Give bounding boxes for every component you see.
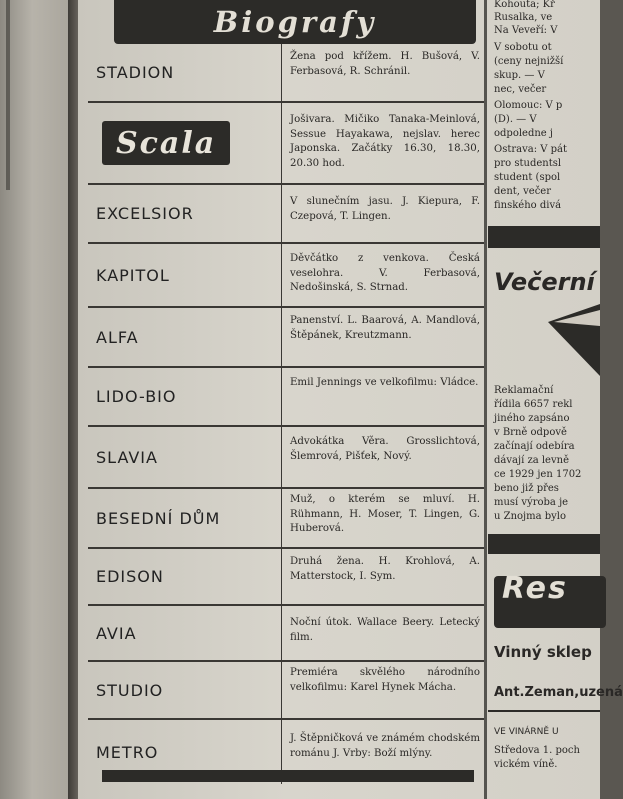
column-text-line: VE VINÁRNĚ U: [494, 727, 559, 737]
column-text-line: vickém víně.: [494, 759, 558, 770]
cinema-name: STADION: [88, 44, 282, 101]
film-description: Premiéra skvělého národního velkofilmu: Karel Hynek Mácha.: [290, 667, 480, 693]
listing-row: [88, 427, 484, 489]
column-divider-line: [488, 710, 600, 712]
column-divider-bar: [488, 534, 600, 554]
column-text-line: dávají za levně: [494, 455, 569, 466]
listing-row: [88, 549, 484, 606]
listing-row: [88, 103, 484, 185]
listing-row: [88, 308, 484, 368]
column-text-line: Olomouc: V p: [494, 100, 563, 111]
column-text-line: u Znojma bylo: [494, 511, 567, 522]
column-rule: [484, 0, 487, 799]
column-text-line: (D). — V: [494, 114, 537, 125]
column-text-line: v Brně odpově: [494, 427, 567, 438]
column-text-line: musí výroba je: [494, 497, 569, 508]
column-text-line: Reklamační: [494, 385, 554, 396]
column-divider-bar: [488, 226, 600, 248]
column-text-line: beno již přes: [494, 483, 559, 494]
ad-arrow-graphic: [548, 304, 600, 376]
column-text-line: nec, večer: [494, 84, 547, 95]
column-text-line: jiného zapsáno: [494, 413, 570, 424]
cinema-name: BESEDNÍ DŮM: [88, 489, 282, 547]
listing-row: [88, 489, 484, 549]
listing-row: [88, 44, 484, 103]
left-page-edge: [6, 0, 10, 190]
column-text-line: odpoledne j: [494, 128, 553, 139]
listing-row: [88, 662, 484, 720]
film-description: Muž, o kterém se mluví. H. Rühmann, H. Moser, T. Lingen, G. Huberová.: [290, 494, 480, 534]
column-text-line: ce 1929 jen 1702: [494, 469, 582, 480]
listing-row: [88, 368, 484, 427]
restaurant-ad-title: Res: [502, 571, 568, 606]
vecerni-ad-title: Večerní: [494, 268, 595, 296]
film-description: Noční útok. Wallace Beery. Letecký film.: [290, 617, 480, 643]
film-description: Jošivara. Mičiko Tanaka-Meinlová, Sessue Hayakawa, nejslav. herec Japonska. Začátky 16.30, 18.30, 20.30 hod.: [290, 114, 480, 169]
column-text-line: Středova 1. poch: [494, 745, 580, 756]
scala-logo: Scala: [102, 121, 230, 165]
column-text-line: student (spol: [494, 172, 561, 183]
listing-row: [88, 185, 484, 244]
column-text-line: řídila 6657 rekl: [494, 399, 573, 410]
film-description: Advokátka Věra. Grosslichtová, Šlemrová, Pišťek, Nový.: [290, 436, 480, 462]
column-text-line: Kohouta; Kř: [494, 0, 555, 10]
film-description: J. Štěpničková ve známém chodském románu J. Vrby: Boží mlýny.: [290, 733, 480, 759]
column-text-line: (ceny nejnižší: [494, 56, 564, 67]
film-description: Druhá žena. H. Krohlová, A. Matterstock, I. Sym.: [290, 556, 480, 582]
film-description: V slunečním jasu. J. Kiepura, F. Czepová, T. Lingen.: [290, 196, 480, 222]
column-text-line: finského divá: [494, 200, 562, 211]
cinema-name: LIDO-BIO: [88, 368, 282, 425]
zeman-ad: Ant.Zeman,uzená: [494, 685, 623, 700]
listing-row: [88, 244, 484, 308]
column-text-line: začínají odebíra: [494, 441, 575, 452]
column-text-line: pro studentsl: [494, 158, 562, 169]
film-description: Panenství. L. Baarová, A. Mandlová, Štěpánek, Kreutzmann.: [290, 315, 480, 341]
cinema-name: STUDIO: [88, 662, 282, 718]
right-column: [488, 0, 623, 799]
column-text-line: Rusalka, ve: [494, 12, 553, 23]
left-page: [0, 0, 72, 799]
cinema-name: EDISON: [88, 549, 282, 604]
cinema-name: [88, 103, 282, 183]
bottom-rule: [102, 770, 474, 782]
film-description: Emil Jennings ve velkofilmu: Vládce.: [290, 377, 479, 388]
column-text-line: Na Veveří: V: [494, 25, 558, 36]
column-text-line: skup. — V: [494, 70, 545, 81]
cinema-name: AVIA: [88, 606, 282, 660]
film-description: Žena pod křížem. H. Bušová, V. Ferbasová, R. Schránil.: [290, 51, 480, 77]
column-text-line: Ostrava: V pát: [494, 144, 568, 155]
film-description: Děvčátko z venkova. Česká veselohra. V. Ferbasová, Nedošinská, S. Strnad.: [290, 253, 480, 293]
cinema-listing: [88, 44, 484, 784]
wine-cellar-heading: Vinný sklep: [494, 643, 592, 661]
column-text-line: V sobotu ot: [494, 42, 552, 53]
header-title: Biografy: [213, 5, 377, 39]
cinema-name: EXCELSIOR: [88, 185, 282, 242]
cinema-name: SLAVIA: [88, 427, 282, 487]
cinema-name: ALFA: [88, 308, 282, 366]
cinema-name: METRO: [88, 720, 282, 784]
biografy-header: [114, 0, 476, 44]
column-text-line: dent, večer: [494, 186, 552, 197]
cinema-name: KAPITOL: [88, 244, 282, 306]
listing-row: [88, 606, 484, 662]
